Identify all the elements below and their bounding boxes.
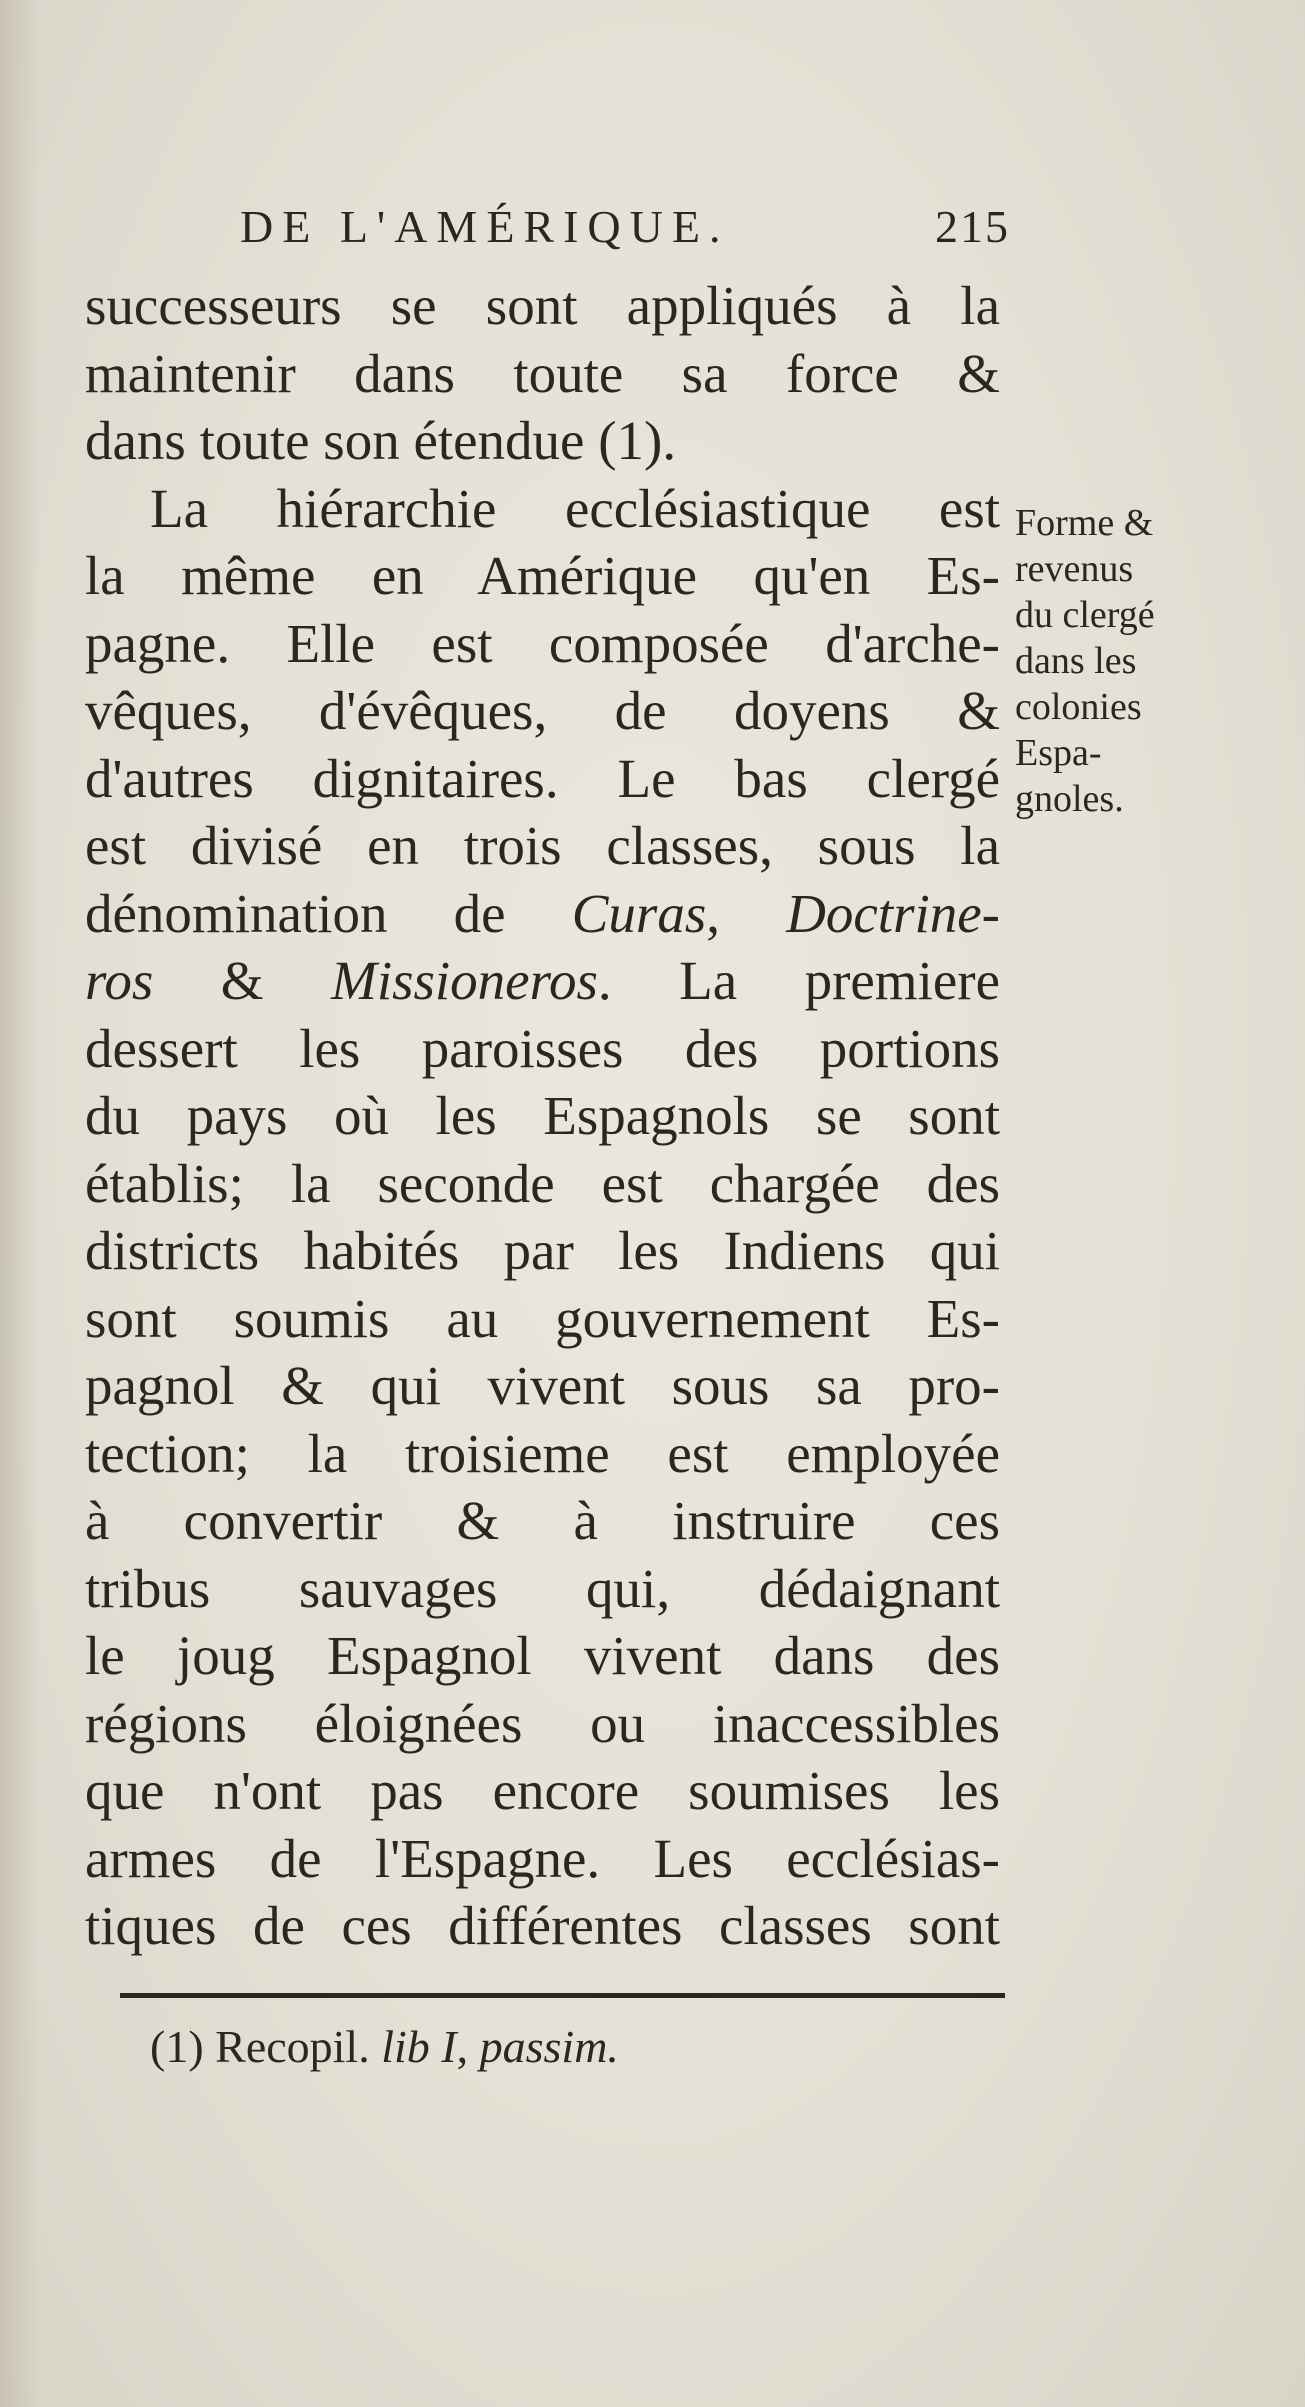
text-line: pagne. Elle est composée d'arche- (85, 612, 1000, 674)
text-line (85, 947, 1000, 1015)
italic-term-doctrineros-end: ros (85, 950, 154, 1011)
footnote-passim: passim. (479, 2021, 619, 2072)
text-line: sont soumis au gouvernement Es- (85, 1287, 1000, 1349)
text-line: tection; la troisieme est employée (85, 1422, 1000, 1484)
text-line: tiques de ces différentes classes sont (85, 1895, 1000, 1956)
italic-term-missioneros: Missioneros (331, 950, 598, 1011)
text-line: d'autres dignitaires. Le bas clergé (85, 747, 1000, 809)
text-line: armes de l'Espagne. Les ecclésias- (85, 1827, 1000, 1889)
running-head (240, 200, 1010, 260)
marginal-line: revenus (1015, 548, 1134, 590)
text-run: & (153, 950, 331, 1011)
text-line: maintenir dans toute sa force & (85, 342, 1000, 404)
marginal-note (1015, 500, 1215, 822)
text-line: régions éloignées ou inaccessibles (85, 1692, 1000, 1754)
text-line: est divisé en trois classes, sous la (85, 815, 1000, 876)
text-run: . La premiere (597, 950, 1000, 1011)
marginal-line: dans les (1015, 640, 1137, 682)
text-line (85, 880, 1000, 948)
footnote (150, 2020, 619, 2073)
marginal-line: Espa- (1015, 732, 1102, 774)
footnote-rule (120, 1993, 1005, 1998)
page-number: 215 (935, 201, 1010, 252)
italic-term-curas: Curas (571, 882, 707, 944)
marginal-line: Forme & (1015, 502, 1154, 544)
main-text (85, 272, 1000, 1960)
text-line: le joug Espagnol vivent dans des (85, 1625, 1000, 1686)
italic-term-doctrineros: Doctrine- (786, 882, 1000, 944)
text-line: pagnol & qui vivent sous sa pro- (85, 1355, 1000, 1416)
text-line: La hiérarchie ecclésiastique est (150, 477, 1000, 539)
text-line: la même en Amérique qu'en Es- (85, 545, 1000, 606)
marginal-line: gnoles. (1015, 778, 1124, 820)
text-run: dénomination de (85, 882, 572, 944)
text-line: à convertir & à instruire ces (85, 1490, 1000, 1551)
text-line: dans toute son étendue (1). (85, 410, 677, 471)
text-line: districts habités par les Indiens qui (85, 1220, 1000, 1281)
marginal-line: colonies (1015, 686, 1142, 728)
marginal-line: du clergé (1015, 594, 1155, 636)
text-line: vêques, d'évêques, de doyens & (85, 680, 1000, 741)
footnote-ref: lib I (381, 2021, 457, 2072)
footnote-text: Recopil. (203, 2021, 382, 2072)
text-line: successeurs se sont appliqués à la (85, 275, 1000, 336)
text-run: , (706, 882, 787, 944)
text-line: établis; la seconde est chargée des (85, 1152, 1000, 1214)
text-line: du pays où les Espagnols se sont (85, 1085, 1000, 1146)
text-line: que n'ont pas encore soumises les (85, 1760, 1000, 1821)
text-line: dessert les paroisses des portions (85, 1017, 1000, 1079)
running-head-title: DE L'AMÉRIQUE. (240, 201, 730, 252)
text-line: tribus sauvages qui, dédaignant (85, 1557, 1000, 1619)
footnote-sep: , (456, 2021, 480, 2072)
page-gutter-shadow (0, 0, 40, 2407)
footnote-mark: (1) (150, 2021, 204, 2072)
